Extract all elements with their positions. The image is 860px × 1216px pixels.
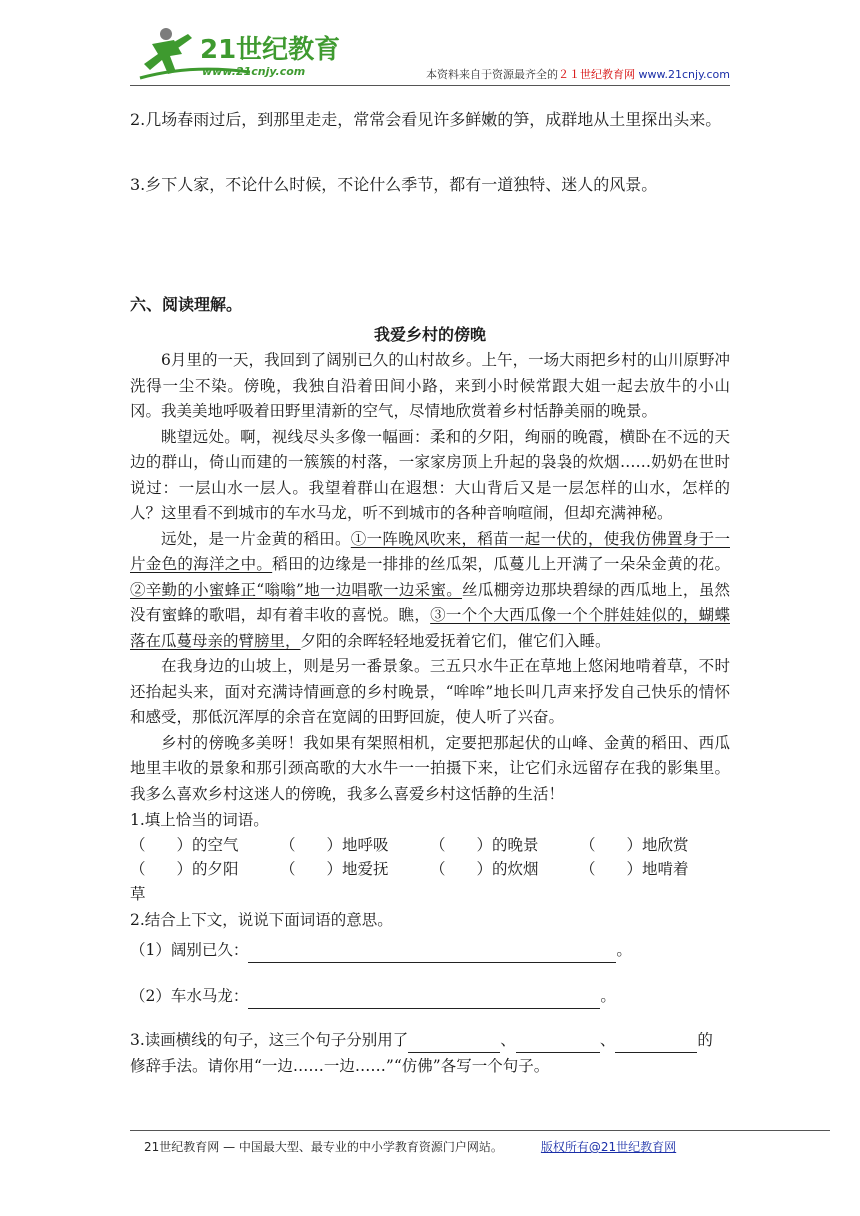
question-3-end: 的 (697, 1031, 713, 1049)
fill-blank[interactable]: （ ）地呼吸 (280, 836, 389, 854)
content (130, 98, 730, 1079)
fill-blank[interactable]: （ ）的空气 (130, 836, 239, 854)
footer-divider (130, 1130, 830, 1131)
period: 。 (616, 941, 632, 959)
question-2-2-label: （2）车水马龙： (130, 987, 249, 1005)
answer-line[interactable] (248, 991, 600, 1009)
fill-row-1 (130, 833, 730, 857)
fill-blank[interactable]: （ ）的炊烟 (430, 860, 539, 878)
fill-blank[interactable]: （ ）地爱抚 (280, 860, 389, 878)
passage-title: 我爱乡村的傍晚 (373, 325, 486, 344)
fill-row-wrap: 草 (130, 885, 146, 903)
site-logo (130, 20, 350, 86)
passage-paragraph-3 (130, 527, 730, 655)
header-note-prefix: 本资料来自于资源最齐全的 (426, 68, 559, 81)
passage-paragraph-5: 乡村的傍晚多美呀！我如果有架照相机，定要把那起伏的山峰、金黄的稻田、西瓜地里丰收的景象和那引颈高歌的大水牛一一拍摄下来，让它们永远留存在我的影集里。我多么喜欢乡村这迷人的傍晚，我多么喜爱乡村这恬静的生活！ (130, 733, 730, 803)
header-divider (130, 85, 730, 86)
underlined-sentence-3: ③一个个大西瓜像一个个胖娃娃似的，蝴蝶落在瓜蔓母亲的臂膀里， (130, 606, 730, 650)
para3-text-b: 稻田的边缘是一排排的丝瓜架，瓜蔓儿上开满了一朵朵金黄的花。 (272, 555, 730, 573)
page-footer (144, 1138, 676, 1155)
copyright-link[interactable]: 版权所有@21世纪教育网 (540, 1140, 677, 1154)
exercise-item-2: 2.几场春雨过后，到那里走走，常常会看见许多鲜嫩的笋，成群地从土里探出头来。 (130, 110, 722, 129)
separator: 、 (599, 1031, 616, 1049)
passage-paragraph-4: 在我身边的山坡上，则是另一番景象。三五只水牛正在草地上悠闲地啃着草，不时还抬起头来，面对充满诗情画意的乡村晚景，“哞哞”地长叫几声来抒发自己快乐的情怀和感受，那低沉浑厚的余音在宽阔的田野回旋，使人听了兴奋。 (130, 657, 730, 726)
question-2-1-label: （1）阔别已久： (130, 941, 249, 959)
underlined-sentence-1: ①一阵晚风吹来，稻苗一起一伏的，使我仿佛置身于一片金色的海洋之中。 (130, 529, 730, 573)
fill-row-2 (130, 857, 730, 881)
para3-text-a: 远处，是一片金黄的稻田。 (161, 529, 351, 548)
answer-line[interactable] (516, 1035, 600, 1053)
section-heading: 六、阅读理解。 (130, 295, 243, 314)
fill-blank[interactable]: （ ）的夕阳 (130, 860, 239, 878)
exercise-item-3: 3.乡下人家，不论什么时候，不论什么季节，都有一道独特、迷人的风景。 (130, 175, 658, 194)
para3-text-c: 丝瓜棚旁边那块碧绿的西瓜地上，虽然没有蜜蜂的歌唱，却有着丰收的喜悦。瞧， (130, 580, 730, 624)
page-header (130, 20, 730, 88)
footer-text: 21世纪教育网 — 中国最大型、最专业的中小学教育资源门户网站。 (144, 1140, 503, 1154)
question-2-2 (130, 983, 730, 1009)
question-2: 2.结合上下文，说说下面词语的意思。 (130, 911, 393, 929)
answer-line[interactable] (248, 945, 616, 963)
separator: 、 (500, 1031, 516, 1049)
passage-paragraph-1: 6月里的一天，我回到了阔别已久的山村故乡。上午，一场大雨把乡村的山川原野冲洗得一尘不染。傍晚，我独自沿着田间小路，来到小时候常跟大姐一起去放牛的小山冈。我美美地呼吸着田野里清新的空气，尽情地欣赏着乡村恬静美丽的晚景。 (130, 351, 730, 420)
fill-blank[interactable]: （ ）地欣赏 (580, 836, 689, 854)
logo-url: www.21cnjy.com (202, 65, 306, 78)
para3-text-d: 夕阳的余晖轻轻地爱抚着它们，催它们入睡。 (300, 631, 611, 650)
question-1: 1.填上恰当的词语。 (130, 811, 269, 829)
header-url-link[interactable]: www.21cnjy.com (638, 68, 730, 81)
question-3 (130, 1027, 730, 1053)
question-2-1 (130, 937, 730, 963)
passage-paragraph-2: 眺望远处。啊，视线尽头多像一幅画：柔和的夕阳，绚丽的晚霞，横卧在不远的天边的群山，倚山而建的一簇簇的村落，一家家房顶上升起的袅袅的炊烟……奶奶在世时说过：一层山水一层人。我望着群山在遐想：大山背后又是一层怎样的山水，怎样的人？这里看不到城市的车水马龙，听不到城市的各种音响喧闹，但却充满神秘。 (130, 427, 730, 522)
answer-line[interactable] (615, 1035, 697, 1053)
answer-line[interactable] (408, 1035, 500, 1053)
period: 。 (600, 987, 616, 1005)
header-note (426, 66, 730, 82)
fill-blank[interactable]: （ ）的晚景 (430, 836, 539, 854)
fill-blank[interactable]: （ ）地啃着 (580, 860, 689, 878)
question-3-text: 3.读画横线的句子，这三个句子分别用了 (130, 1031, 409, 1049)
question-3-line-2: 修辞手法。请你用“一边……一边……”“仿佛”各写一个句子。 (130, 1057, 550, 1075)
header-brand: ２１世纪教育网 (558, 68, 636, 81)
logo-text: 21世纪教育 (200, 35, 341, 65)
underlined-sentence-2: ②辛勤的小蜜蜂正“嗡嗡”地一边唱歌一边采蜜。 (130, 580, 463, 599)
